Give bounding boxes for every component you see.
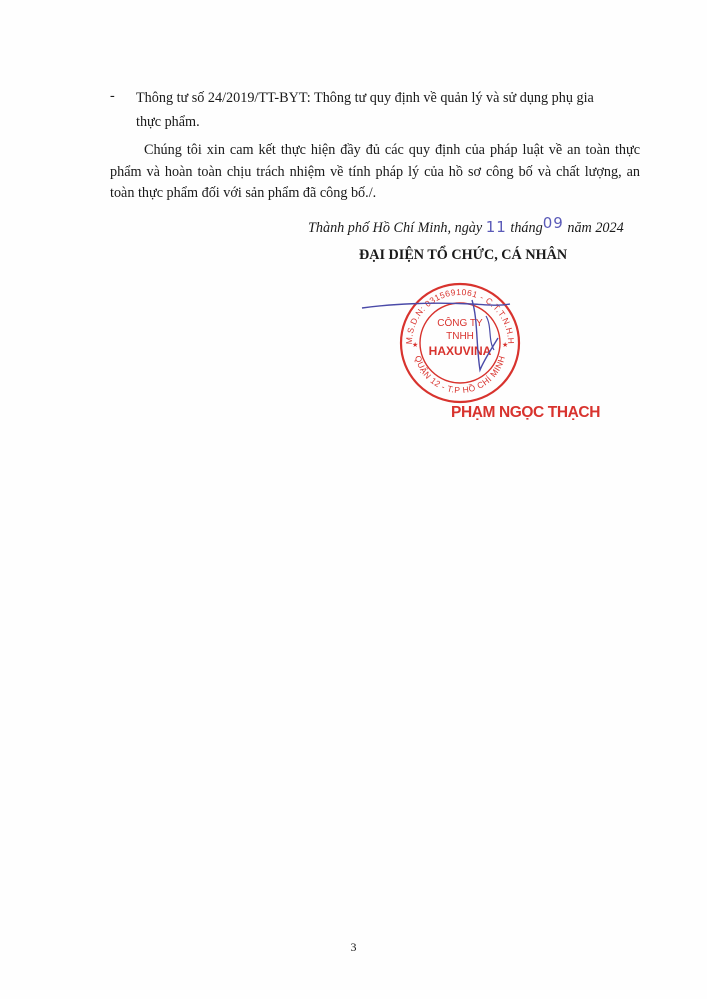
bullet-line-2: thực phẩm. [136, 114, 200, 130]
date-month-label: tháng [510, 220, 543, 236]
seal-line-3: HAXUVINA [428, 344, 492, 358]
svg-text:★: ★ [412, 341, 419, 349]
page-number: 3 [350, 940, 357, 954]
seal-line-2: TNHH [446, 331, 474, 342]
date-day: 11 [485, 218, 507, 236]
svg-text:QUẬN 12 - T.P HỒ CHÍ MINH [413, 354, 507, 395]
date-line [308, 214, 624, 237]
svg-text:★: ★ [502, 341, 509, 349]
company-seal [398, 281, 522, 405]
date-year: năm 2024 [567, 220, 624, 236]
representative-title: ĐẠI DIỆN TỔ CHỨC, CÁ NHÂN [359, 247, 568, 263]
seal-line-1: CÔNG TY [437, 318, 483, 329]
signer-name: PHẠM NGỌC THẠCH [451, 404, 600, 421]
seal-outer-text: M.S.D.N: 0315691061 - C.T.T.N.H.H [403, 286, 517, 345]
commitment-paragraph: Chúng tôi xin cam kết thực hiện đầy đủ các quy định của pháp luật về an toàn thực phẩm và hoàn toàn chịu trách nhiệm về tính pháp lý của hồ sơ công bố và chất lượng, an toàn thực phẩm đối với sản phẩm đã công bố./. [110, 142, 640, 201]
seal-bottom-text: QUẬN 12 - T.P HỒ CHÍ MINH [412, 354, 508, 396]
date-prefix: Thành phố Hồ Chí Minh, ngày [308, 220, 483, 236]
bullet-line-1: Thông tư số 24/2019/TT-BYT: Thông tư quy định về quản lý và sử dụng phụ gia [136, 90, 594, 106]
bullet-marker: - [110, 88, 115, 104]
date-month: 09 [542, 214, 564, 232]
